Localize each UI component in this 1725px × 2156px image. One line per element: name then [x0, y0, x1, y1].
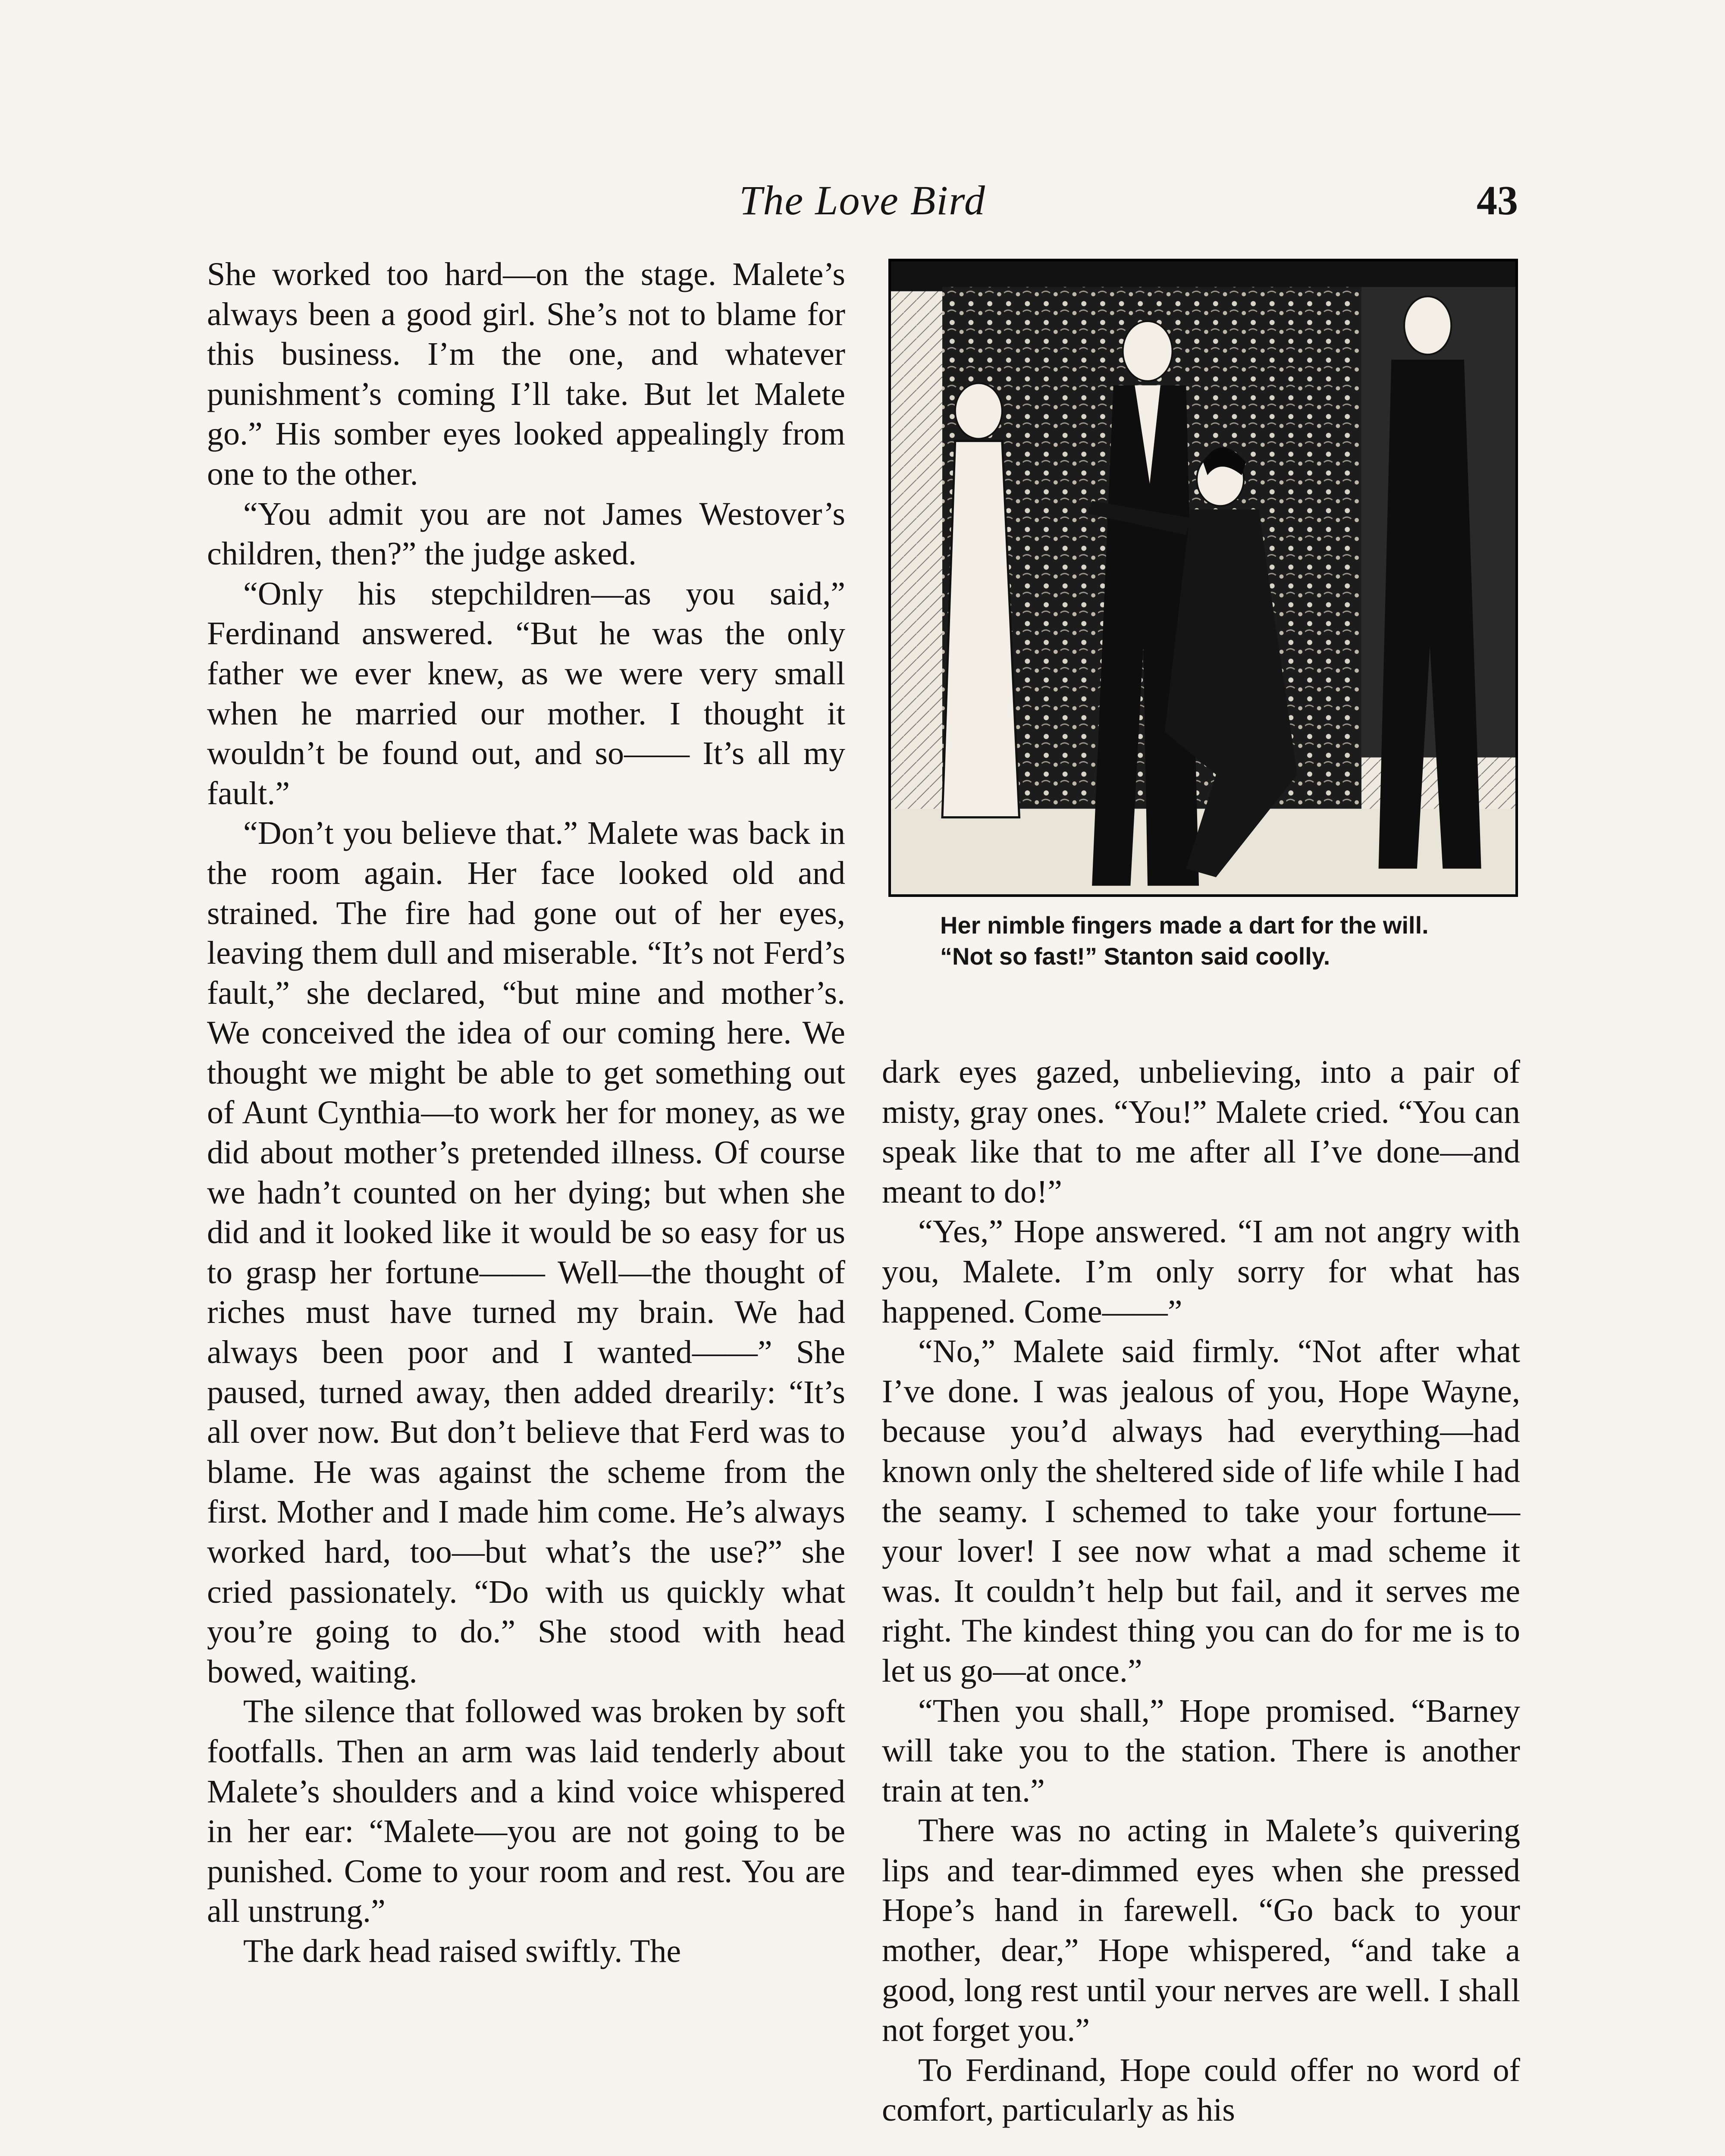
paragraph: “Yes,” Hope answered. “I am not angry with you, Malete. I’m only sorry for what has happened. Come——”	[882, 1213, 1520, 1330]
paragraph: “Then you shall,” Hope promised. “Barney will take you to the station. There is another train at ten.”	[882, 1692, 1520, 1809]
paragraph: The silence that followed was broken by soft footfalls. Then an arm was laid tenderly about Malete’s shoulders and a kind voice whispered in her ear: “Malete—you are not going to be punished. Come to your room and rest. You are all unstrung.”	[207, 1693, 845, 1930]
paragraph: “You admit you are not James Westover’s children, then?” the judge asked.	[207, 495, 845, 572]
figure-caption: Her nimble fingers made a dart for the will. “Not so fast!” Stanton said coolly.	[940, 912, 1429, 970]
paragraph: “Only his stepchildren—as you said,” Ferdinand answered. “But he was the only father we ever knew, as we were very small when he married our mother. I thought it wouldn’t be found out, and so—— It’s all my fault.”	[207, 575, 845, 812]
paragraph: The dark head raised swiftly. The	[243, 1933, 681, 1969]
paragraph: “Don’t you believe that.” Malete was back in the room again. Her face looked old and strained. The fire had gone out of her eyes, leaving them dull and miserable. “It’s not Ferd’s fault,” she declared, “but mine and mother’s. We conceived the idea of our coming here. We thought we might be able to get something out of Aunt Cynthia—to work her for money, as we did about mother’s pretended illness. Of course we hadn’t counted on her dying; but when she did and it looked like it would be so easy for us to grasp her fortune—— Well—the thought of riches must have turned my brain. We had always been poor and I wanted——” She paused, turned away, then added drearily: “It’s all over now. But don’t believe that Ferd was to blame. He was against the scheme from the first. Mother and I made him come. He’s always worked hard, too—but what’s the use?” she cried passionately. “Do with us quickly what you’re going to do.” She stood with head bowed, waiting.	[207, 815, 845, 1690]
running-title: The Love Bird	[739, 177, 986, 223]
page-number: 43	[1477, 177, 1518, 223]
paragraph: To Ferdinand, Hope could offer no word of comfort, particularly as his	[882, 2052, 1520, 2128]
paragraph: She worked too hard—on the stage. Malete’s always been a good girl. She’s not to blame for this business. I’m the one, and whatever punishment’s coming I’ll take. But let Malete go.” His somber eyes looked appealingly from one to the other.	[207, 256, 845, 492]
left-column	[207, 254, 845, 1971]
page-header	[207, 172, 1518, 229]
paragraph: dark eyes gazed, unbelieving, into a pair of misty, gray ones. “You!” Malete cried. “You can speak like that to me after all I’ve done—and meant to do!”	[882, 1054, 1520, 1210]
illustration-drawing	[891, 261, 1515, 894]
right-column	[882, 1052, 1520, 2130]
paragraph: There was no acting in Malete’s quivering lips and tear-dimmed eyes when she pressed Hope’s hand in farewell. “Go back to your mother, dear,” Hope whispered, “and take a good, long rest until your nerves are well. I shall not forget you.”	[882, 1812, 1520, 2049]
paragraph: “No,” Malete said firmly. “Not after what I’ve done. I was jealous of you, Hope Wayne, because you’d always had everything—had known only the sheltered side of life while I had the seamy. I schemed to take your fortune—your lover! I see now what a mad scheme it was. It couldn’t help but fail, and it serves me right. The kindest thing you can do for me is to let us go—at once.”	[882, 1333, 1520, 1689]
illustration	[888, 259, 1518, 897]
